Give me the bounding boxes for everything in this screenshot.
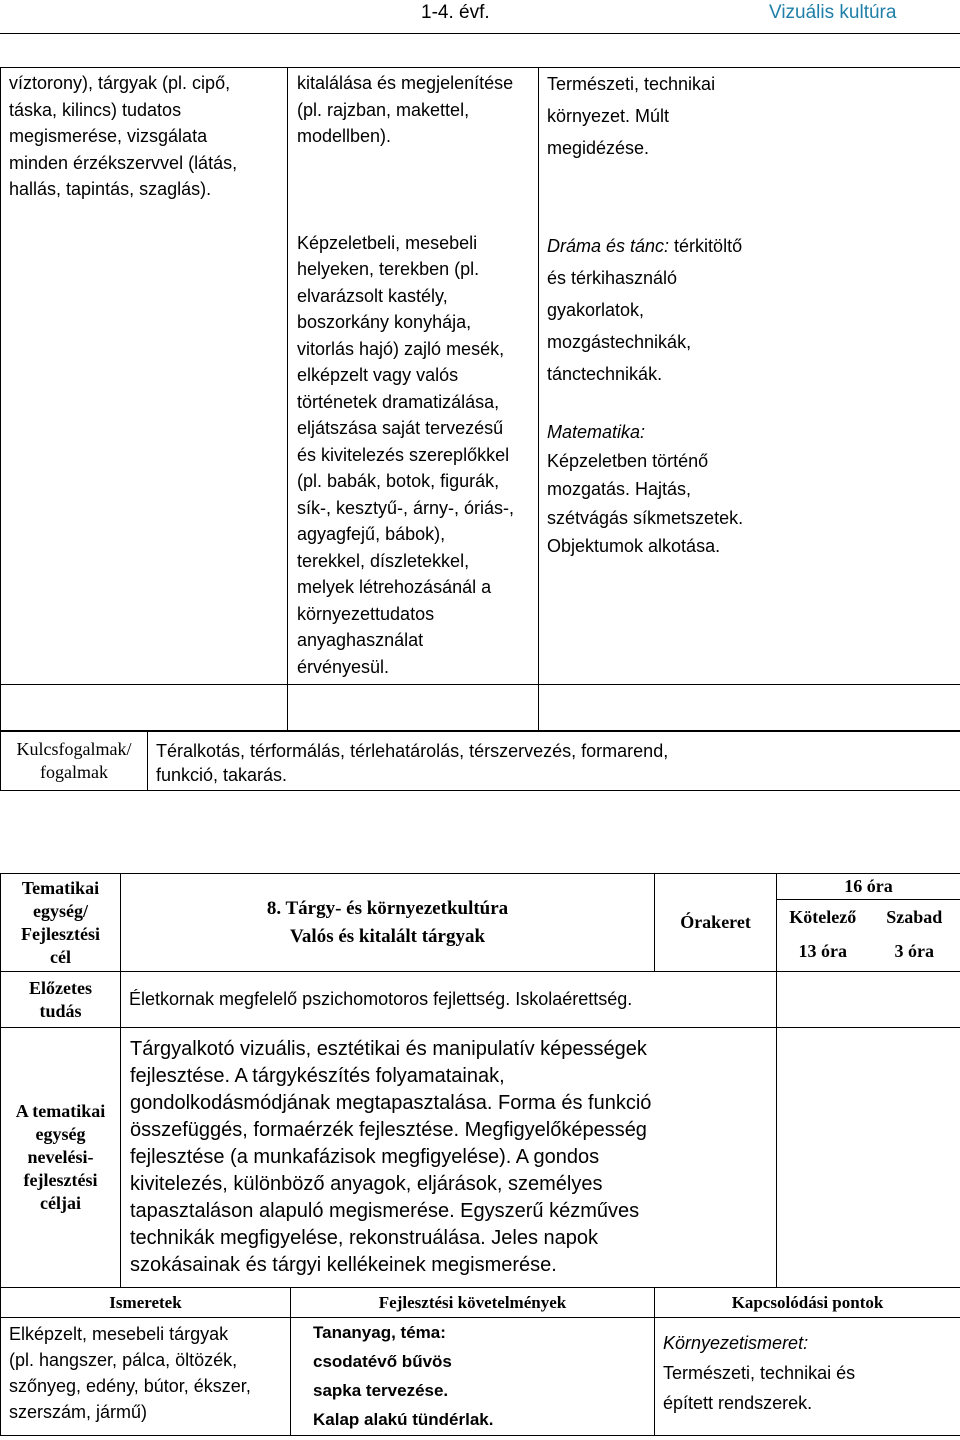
col-header-links: Kapcsolódási pontok (655, 1288, 960, 1318)
theme-label-cell: Tematikai egység/ Fejlesztési cél (1, 874, 121, 972)
knowledge-cell: Elképzelt, mesebeli tárgyak (pl. hangszer, pálca, öltözék, szőnyeg, edény, bútor, ékszer, szerszám, jármű) (1, 1318, 291, 1436)
unit-title: 8. Tárgy- és környezetkultúra (266, 897, 509, 919)
empty-cell (777, 1028, 960, 1288)
hours-label-cell: Órakeret (655, 874, 777, 972)
activities-text-2: Képzeletbeli, mesebeli helyeken, terekben (pl. elvarázsolt kastély, boszorkány konyhája, vitorlás hajó) zajló mesék, elképzelt vagy valós történetek dramatizálása, eljátszása saját tervezésű és kivitelezés szereplőkkel (pl. babák, botok, figurák, sík-, kesztyű-, árny-, óriás-, agyagfejű, bábok), terekkel, díszletekkel, melyek létrehozásánál a környezettudatos anyaghasználat érvényesül. (297, 232, 515, 677)
subject-label: Vizuális kultúra (769, 2, 897, 23)
mandatory-hours: Kötelező 13 óra (789, 907, 857, 961)
empty-cell (777, 972, 960, 1028)
content-cell-activities (288, 68, 539, 685)
math-label: Matematika: (547, 422, 646, 442)
empty-cell (539, 685, 960, 732)
col-header-requirements: Fejlesztési követelmények (291, 1288, 655, 1318)
goals-label-cell: A tematikai egység nevelési- fejlesztési céljai (1, 1028, 121, 1288)
goals-text: víztorony), tárgyak (pl. cipő, táska, kilincs) tudatos megismerése, vizsgálata minden érzékszervvel (látás, hallás, tapintás, szaglás). (9, 73, 238, 199)
grade-label: 1-4. évf. (421, 2, 490, 23)
key-concepts-text: Téralkotás, térformálás, térlehatárolás, térszervezés, formarend, funkció, takarás. (148, 731, 960, 791)
free-hours: Szabad 3 óra (886, 907, 943, 961)
unit-table (0, 873, 960, 1436)
links-cell: Környezetismeret: Természeti, technikai és épített rendszerek. (655, 1318, 960, 1436)
requirements-cell: Tananyag, téma: csodatévő bűvös sapka tervezése. Kalap alakú tündérlak. (291, 1318, 655, 1436)
goals-text-cell: Tárgyalkotó vizuális, esztétikai és manipulatív képességek fejlesztése. A tárgykészítés folyamatainak, gondolkodásmódjának megtapasztalása. Forma és funkció összefüggés, formaérzék fejlesztése. Megfigyelőképesség fejlesztése (a munkafázisok megfigyelése). A gondos kivitelezés, különböző anyagok, eljárások, személyes tapasztaláson alapuló megismerése. Egyszerű kézműves technikák megfigyelése, rekonstruálása. Jeles napok szokásainak és tárgyi kellékeinek megismerése. (121, 1028, 777, 1288)
empty-cell (288, 685, 539, 732)
unit-title-cell (121, 874, 655, 972)
content-table (0, 67, 960, 732)
prereq-text-cell: Életkornak megfelelő pszichomotoros fejlettség. Iskolaérettség. (121, 972, 777, 1028)
prereq-label-cell: Előzetes tudás (1, 972, 121, 1028)
key-concepts-label: Kulcsfogalmak/ fogalmak (1, 731, 148, 791)
drama-dance-label: Dráma és tánc: (547, 236, 670, 256)
key-concepts-table (0, 730, 960, 791)
content-cell-goals (1, 68, 288, 685)
links-text-2: Dráma és tánc: térkitöltő és térkihasználó gyakorlatok, mozgástechnikák, tánctechnikák. (547, 236, 743, 384)
unit-subtitle: Valós és kitalált tárgyak (289, 925, 486, 947)
links-text-1: Természeti, technikai környezet. Múlt megidézése. (547, 74, 716, 158)
content-cell-links (539, 68, 960, 685)
empty-cell (1, 685, 288, 732)
env-studies-label: Környezetismeret: (663, 1333, 809, 1353)
header-rule (0, 33, 960, 34)
links-text-3: Matematika: Képzeletben történő mozgatás. Hajtás, szétvágás síkmetszetek. Objektumok alkotása. (539, 390, 960, 561)
hours-cell (777, 874, 960, 972)
hours-total: 16 óra (777, 874, 960, 900)
activities-text-1: kitalálása és megjelenítése (pl. rajzban, makettel, modellben). (297, 73, 514, 146)
col-header-knowledge: Ismeretek (1, 1288, 291, 1318)
